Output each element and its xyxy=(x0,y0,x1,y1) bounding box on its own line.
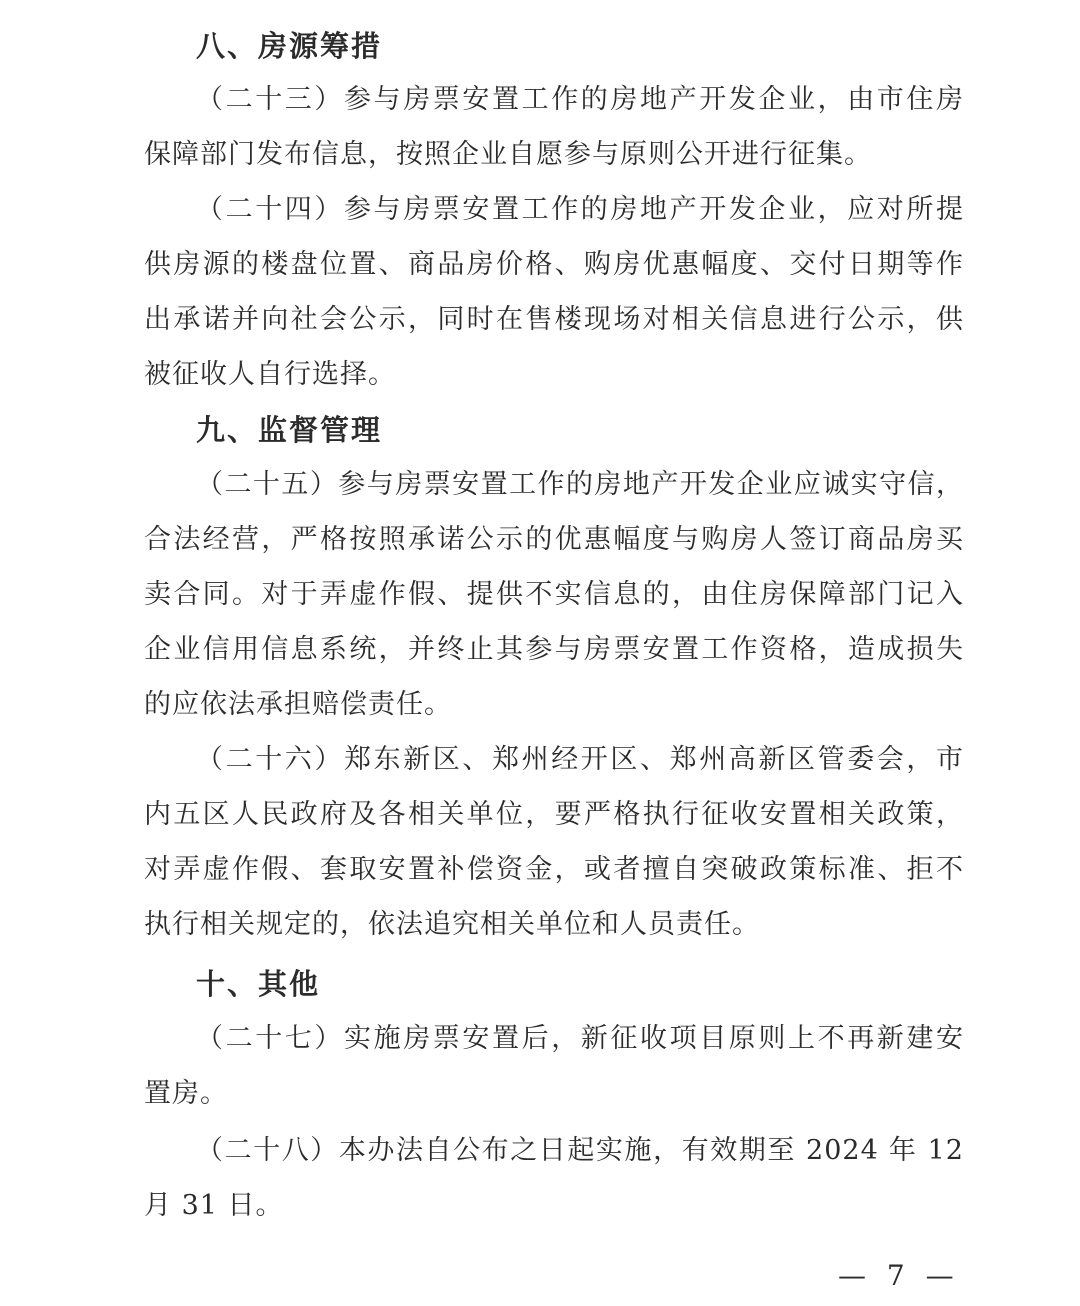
paragraph-24-line-2: 供房源的楼盘位置、商品房价格、购房优惠幅度、交付日期等作 xyxy=(144,249,964,280)
section-heading-9: 九、监督管理 xyxy=(196,413,383,447)
paragraph-25-line-2: 合法经营，严格按照承诺公示的优惠幅度与购房人签订商品房买 xyxy=(144,524,964,555)
section-heading-8: 八、房源筹措 xyxy=(196,29,383,63)
paragraph-25-line-4: 企业信用信息系统，并终止其参与房票安置工作资格，造成损失 xyxy=(144,634,964,665)
paragraph-24-line-3: 出承诺并向社会公示，同时在售楼现场对相关信息进行公示，供 xyxy=(144,304,964,335)
paragraph-23-line-2: 保障部门发布信息，按照企业自愿参与原则公开进行征集。 xyxy=(144,139,872,170)
paragraph-23-line-1: （二十三）参与房票安置工作的房地产开发企业，由市住房 xyxy=(196,84,964,115)
paragraph-26-line-3: 对弄虚作假、套取安置补偿资金，或者擅自突破政策标准、拒不 xyxy=(144,854,964,885)
paragraph-25-line-5: 的应依法承担赔偿责任。 xyxy=(144,689,452,720)
paragraph-24-line-4: 被征收人自行选择。 xyxy=(144,359,396,390)
paragraph-27-line-2: 置房。 xyxy=(144,1078,228,1109)
paragraph-25-line-3: 卖合同。对于弄虚作假、提供不实信息的，由住房保障部门记入 xyxy=(144,579,964,610)
paragraph-26-line-1: （二十六）郑东新区、郑州经开区、郑州高新区管委会，市 xyxy=(196,744,964,775)
paragraph-28-line-1: （二十八）本办法自公布之日起实施，有效期至 2024 年 12 xyxy=(196,1135,964,1166)
paragraph-24-line-1: （二十四）参与房票安置工作的房地产开发企业，应对所提 xyxy=(196,194,964,225)
page-number: — 7 — xyxy=(838,1259,960,1292)
paragraph-28-line-2: 月 31 日。 xyxy=(144,1190,284,1221)
section-heading-10: 十、其他 xyxy=(196,967,321,1001)
paragraph-27-line-1: （二十七）实施房票安置后，新征收项目原则上不再新建安 xyxy=(196,1023,964,1054)
paragraph-25-line-1: （二十五）参与房票安置工作的房地产开发企业应诚实守信， xyxy=(196,469,964,500)
paragraph-26-line-4: 执行相关规定的，依法追究相关单位和人员责任。 xyxy=(144,909,760,940)
paragraph-26-line-2: 内五区人民政府及各相关单位，要严格执行征收安置相关政策， xyxy=(144,799,964,830)
